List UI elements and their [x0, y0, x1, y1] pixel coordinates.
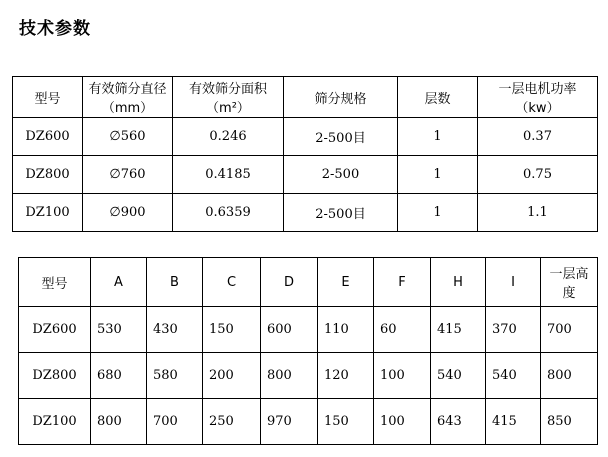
table-cell: 643 — [431, 399, 486, 445]
table-cell: 540 — [486, 353, 541, 399]
table-cell: 1.1 — [478, 194, 598, 232]
header-cell: D — [261, 258, 318, 307]
table-cell: 530 — [91, 307, 147, 353]
specs-table — [12, 76, 598, 232]
header-cell: 筛分规格 — [284, 77, 398, 118]
table-cell: DZ600 — [13, 118, 83, 156]
table-cell: 120 — [318, 353, 374, 399]
table-cell: 2-500目 — [284, 118, 398, 156]
header-cell: I — [486, 258, 541, 307]
header-cell: 层数 — [398, 77, 478, 118]
header-cell: A — [91, 258, 147, 307]
table-cell: 1 — [398, 194, 478, 232]
table-cell: 0.6359 — [173, 194, 284, 232]
header-cell: 型号 — [13, 77, 83, 118]
table-cell: 800 — [91, 399, 147, 445]
table-header-row — [19, 258, 598, 307]
table-row — [13, 118, 598, 156]
table-cell: 150 — [318, 399, 374, 445]
table-cell: 0.75 — [478, 156, 598, 194]
table-cell: ∅900 — [83, 194, 173, 232]
table-cell: 680 — [91, 353, 147, 399]
header-cell: 有效筛分面积（m²） — [173, 77, 284, 118]
table-cell: 580 — [147, 353, 203, 399]
header-cell: 一层高度 — [541, 258, 598, 307]
header-cell: 一层电机功率（kw） — [478, 77, 598, 118]
table-cell: 430 — [147, 307, 203, 353]
table-cell: 100 — [374, 353, 431, 399]
table-row — [19, 399, 598, 445]
table-cell: DZ100 — [19, 399, 91, 445]
table-cell: ∅760 — [83, 156, 173, 194]
table-cell: 250 — [203, 399, 261, 445]
table-cell: 415 — [431, 307, 486, 353]
table-cell: 800 — [261, 353, 318, 399]
table-cell: 370 — [486, 307, 541, 353]
header-cell: B — [147, 258, 203, 307]
table-cell: 150 — [203, 307, 261, 353]
table-cell: 60 — [374, 307, 431, 353]
header-cell: 有效筛分直径（mm） — [83, 77, 173, 118]
table-cell: 850 — [541, 399, 598, 445]
table-header-row — [13, 77, 598, 118]
table-cell: 2-500 — [284, 156, 398, 194]
header-cell: 型号 — [19, 258, 91, 307]
table-cell: 700 — [147, 399, 203, 445]
table-cell: 700 — [541, 307, 598, 353]
table-cell: DZ100 — [13, 194, 83, 232]
table-cell: 110 — [318, 307, 374, 353]
table-cell: 0.246 — [173, 118, 284, 156]
header-cell: F — [374, 258, 431, 307]
header-cell: C — [203, 258, 261, 307]
table-cell: 1 — [398, 118, 478, 156]
header-cell: E — [318, 258, 374, 307]
table-cell: 600 — [261, 307, 318, 353]
table-cell: 800 — [541, 353, 598, 399]
table-cell: 970 — [261, 399, 318, 445]
table-cell: 2-500目 — [284, 194, 398, 232]
table-row — [19, 307, 598, 353]
table-row — [19, 353, 598, 399]
dimensions-table — [18, 257, 598, 445]
table-cell: 415 — [486, 399, 541, 445]
table-cell: 1 — [398, 156, 478, 194]
table-cell: DZ800 — [19, 353, 91, 399]
table-cell: ∅560 — [83, 118, 173, 156]
table-cell: 100 — [374, 399, 431, 445]
table-cell: DZ600 — [19, 307, 91, 353]
table-cell: 540 — [431, 353, 486, 399]
table-row — [13, 194, 598, 232]
table-cell: 0.4185 — [173, 156, 284, 194]
page-title: 技术参数 — [19, 19, 91, 39]
header-cell: H — [431, 258, 486, 307]
table-cell: DZ800 — [13, 156, 83, 194]
table-cell: 0.37 — [478, 118, 598, 156]
table-cell: 200 — [203, 353, 261, 399]
table-row — [13, 156, 598, 194]
